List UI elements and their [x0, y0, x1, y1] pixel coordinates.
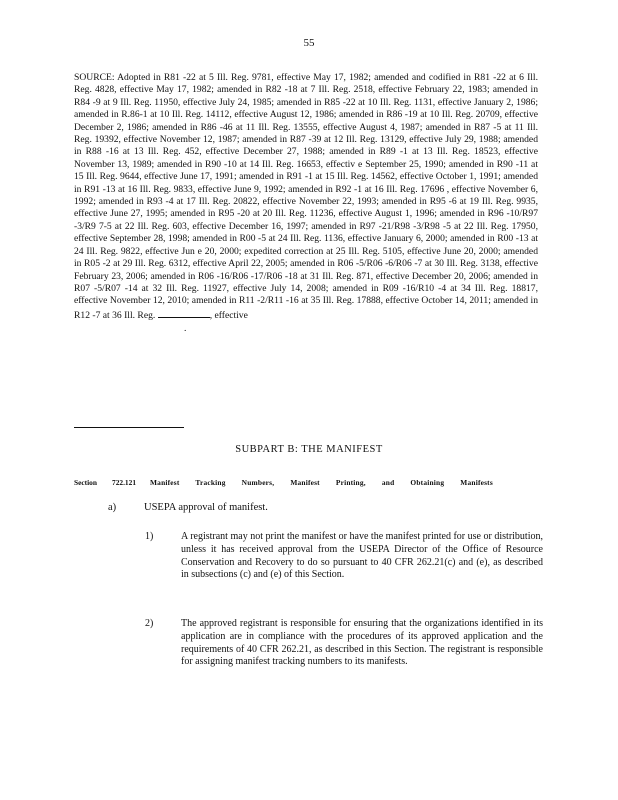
subpart-heading: SUBPART B: THE MANIFEST	[235, 444, 383, 455]
blank-line	[158, 308, 210, 318]
subparagraph-2	[145, 618, 545, 669]
section-title: Manifest Tracking Numbers, Manifest Printing, and Obtaining Manifests	[150, 478, 493, 487]
paragraph-text: USEPA approval of manifest.	[144, 502, 268, 513]
subparagraph-marker: 2)	[145, 618, 154, 629]
source-note	[74, 72, 538, 336]
page-number: 55	[303, 37, 315, 49]
subparagraph-text: A registrant may not print the manifest or have the manifest printed for use or distribution, unless it has received approval from the USEPA Director of the Office of Resource Conservation and Recovery to do so pursuant to 40 CFR 262.21(c) and (e), as described in subsections (c) and (e) of this Section.	[181, 531, 543, 581]
paragraph-marker: a)	[108, 502, 117, 513]
section-number: 722.121	[112, 478, 137, 487]
paragraph-a	[108, 502, 268, 513]
source-note-text: SOURCE: Adopted in R81 -22 at 5 Ill. Reg. 9781, effective May 17, 1982; amended and codified in R81 -22 at 6 Ill. Reg. 4828, effective May 17, 1982; amended in R82 -18 at 7 Ill. Reg. 2518, effective February 22, 1983; amended in R84 -9 at 9 Ill. Reg. 11950, effective July 24, 1985; amended in R85 -22 at 10 Ill. Reg. 1131, effective January 2, 1986; amended in R.86-1 at 10 Ill. Reg. 14112, effective August 12, 1986; amended in R86 -19 at 10 Ill. Reg. 20709, effective December 2, 1986; amended in R86 -46 at 11 Ill. Reg. 13555, effective August 4, 1987; amended in R87 -5 at 11 Ill. Reg. 19392, effective November 12, 1987; amended in R87 -39 at 12 Ill. Reg. 13129, effective July 29, 1988; amended in R88 -16 at 13 Ill. Reg. 452, effective December 27, 1988; amended in R89 -1 at 13 Ill. Reg. 18523, effective November 13, 1989; amended in R90 -10 at 14 Ill. Reg. 16653, effectiv e September 25, 1990; amended in R90 -11 at 15 Ill. Reg. 9644, effective June 17, 1991; amended in R91 -1 at 15 Ill. Reg. 14562, effective October 1, 1991; amended in R91 -13 at 16 Ill. Reg. 9833, effective June 9, 1992; amended in R92 -1 at 16 Ill. Reg. 17696 , effective November 6, 1992; amended in R93 -4 at 17 Ill. Reg. 20822, effective November 22, 1993; amended in R95 -6 at 19 Ill. Reg. 9935, effective June 27, 1995; amended in R95 -20 at 20 Ill. Reg. 11236, effective August 1, 1996; amended in R96 -10/R97 -3/R9 7-5 at 22 Ill. Reg. 603, effective December 16, 1997; amended in R97 -21/R98 -3/R98 -5 at 22 Ill. Reg. 17950, effective September 28, 1998; amended in R00 -5 at 24 Ill. Reg. 1136, effective January 6, 2000; amended in R00 -13 at 24 Ill. Reg. 9822, effective Jun e 20, 2000; expedited correction at 25 Ill. Reg. 5105, effective June 20, 2000; amended in R05 -2 at 29 Ill. Reg. 6312, effective April 22, 2005; amended in R06 -5/R06 -6/R06 -7 at 30 Ill. Reg. 3138, effective February 23, 2006; amended in R06 -16/R06 -17/R06 -18 at 31 Ill. Reg. 871, effective December 20, 2006; amended in R07 -5/R07 -14 at 32 Ill. Reg. 11927, effective July 14, 2008; amended in R09 -16/R10 -4 at 34 Ill. Reg. 18817, effective November 12, 2010; amended in R11 -2/R11 -16 at 35 Ill. Reg. 17888, effective October 14, 2011; amended in R12 -7 at 36 Ill. Reg.	[74, 72, 538, 321]
subparagraph-1	[145, 531, 545, 582]
section-label: Section	[74, 478, 97, 487]
section-heading	[74, 478, 544, 487]
source-note-end: , effective	[209, 309, 248, 321]
separator-rule	[74, 427, 184, 428]
subparagraph-marker: 1)	[145, 531, 154, 542]
subparagraph-text: The approved registrant is responsible for ensuring that the organizations identified in its application are in compliance with the procedures of its approved application and the requirements of 40 CFR 262.21, as described in this Section. The registrant is responsible for assigning manifest tracking numbers to its manifests.	[181, 618, 543, 668]
spacer	[74, 322, 184, 331]
source-terminal: .	[184, 323, 187, 335]
